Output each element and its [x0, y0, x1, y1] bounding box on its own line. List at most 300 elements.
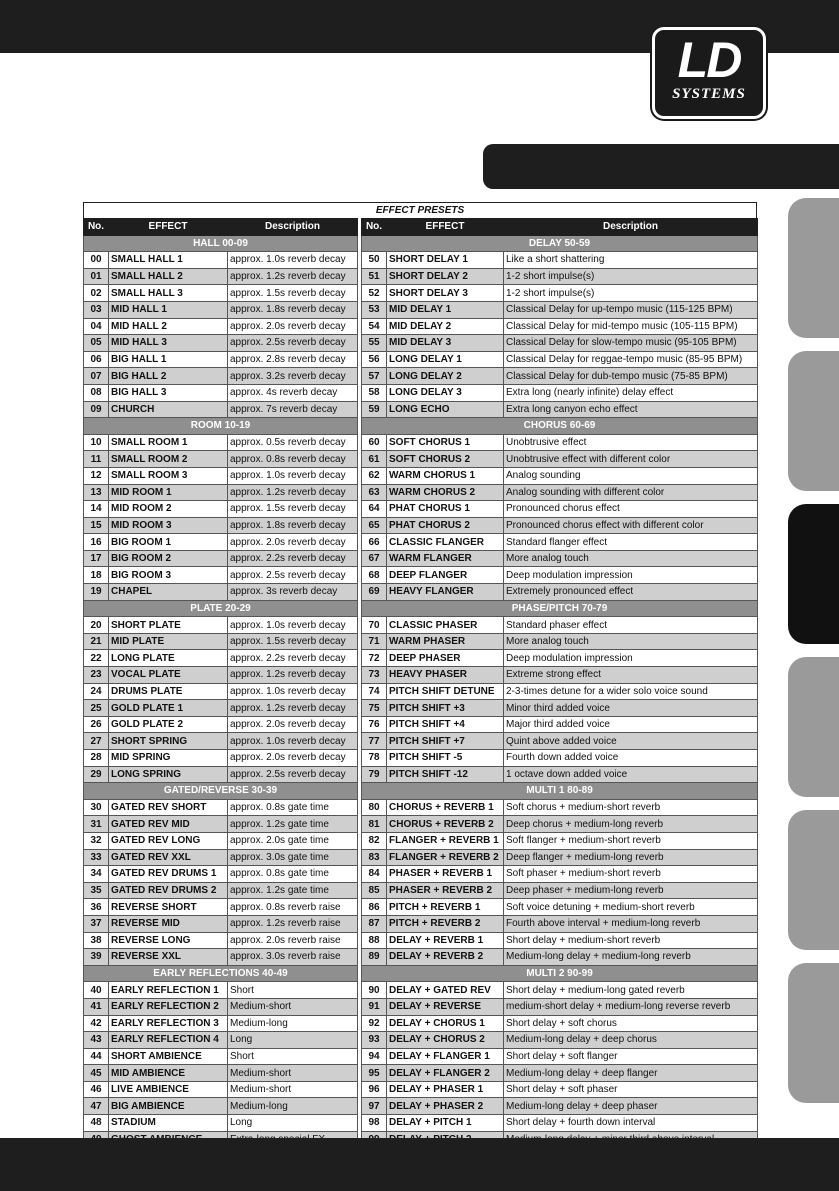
preset-effect: MID DELAY 3 [387, 335, 504, 352]
preset-effect: PHAT CHORUS 2 [387, 517, 504, 534]
preset-description: approx. 1.8s reverb decay [228, 301, 358, 318]
table-row [362, 650, 758, 667]
table-row [362, 617, 758, 634]
preset-description: Analog sounding with different color [504, 484, 758, 501]
table-row [84, 1032, 358, 1049]
preset-number: 84 [362, 866, 387, 883]
preset-number: 92 [362, 1015, 387, 1032]
section-header-row [84, 965, 358, 982]
preset-description: Deep chorus + medium-long reverb [504, 816, 758, 833]
section-header: EARLY REFLECTIONS 40-49 [84, 965, 358, 982]
preset-effect: SHORT SPRING [109, 733, 228, 750]
preset-effect: EARLY REFLECTION 1 [109, 982, 228, 999]
preset-description: approx. 3.2s reverb decay [228, 368, 358, 385]
section-header-row [84, 418, 358, 435]
preset-effect: GATED REV XXL [109, 849, 228, 866]
table-row [362, 517, 758, 534]
preset-number: 26 [84, 716, 109, 733]
preset-description: Short delay + medium-short reverb [504, 932, 758, 949]
side-tab-6[interactable] [788, 963, 839, 1103]
preset-effect: DRUMS PLATE [109, 683, 228, 700]
preset-description: More analog touch [504, 550, 758, 567]
preset-description: Short delay + soft chorus [504, 1015, 758, 1032]
preset-description: approx. 2.5s reverb decay [228, 766, 358, 783]
preset-description: Medium-short [228, 1065, 358, 1082]
table-row [84, 716, 358, 733]
preset-number: 40 [84, 982, 109, 999]
table-row [362, 1081, 758, 1098]
right-column [361, 218, 757, 1148]
preset-number: 36 [84, 899, 109, 916]
table-title: EFFECT PRESETS [83, 202, 757, 218]
preset-description: approx. 2.2s reverb decay [228, 650, 358, 667]
preset-description: approx. 1.0s reverb decay [228, 617, 358, 634]
preset-effect: BIG AMBIENCE [109, 1098, 228, 1115]
effect-presets-table [83, 202, 757, 1148]
table-row [362, 285, 758, 302]
table-row [362, 766, 758, 783]
preset-description: Medium-short [228, 998, 358, 1015]
preset-number: 24 [84, 683, 109, 700]
section-header: PLATE 20-29 [84, 600, 358, 617]
preset-effect: PHASER + REVERB 1 [387, 866, 504, 883]
section-header-row [362, 600, 758, 617]
section-header: GATED/REVERSE 30-39 [84, 783, 358, 800]
preset-number: 03 [84, 301, 109, 318]
preset-number: 10 [84, 434, 109, 451]
preset-number: 25 [84, 700, 109, 717]
table-row [84, 534, 358, 551]
preset-effect: DELAY + CHORUS 1 [387, 1015, 504, 1032]
preset-effect: CHAPEL [109, 584, 228, 601]
table-row [362, 700, 758, 717]
preset-number: 61 [362, 451, 387, 468]
preset-effect: PITCH SHIFT +3 [387, 700, 504, 717]
preset-number: 64 [362, 501, 387, 518]
table-row [362, 451, 758, 468]
preset-effect: SOFT CHORUS 1 [387, 434, 504, 451]
preset-description: Medium-long delay + medium-long reverb [504, 949, 758, 966]
preset-description: 2-3-times detune for a wider solo voice sound [504, 683, 758, 700]
preset-description: Fourth above interval + medium-long reverb [504, 915, 758, 932]
preset-description: 1-2 short impulse(s) [504, 285, 758, 302]
preset-number: 90 [362, 982, 387, 999]
preset-description: Classical Delay for dub-tempo music (75-85 BPM) [504, 368, 758, 385]
preset-number: 89 [362, 949, 387, 966]
preset-number: 57 [362, 368, 387, 385]
table-row [362, 567, 758, 584]
table-row [362, 252, 758, 269]
table-row [362, 550, 758, 567]
left-table-body [84, 235, 358, 1148]
preset-effect: PITCH + REVERB 2 [387, 915, 504, 932]
preset-number: 65 [362, 517, 387, 534]
table-row [362, 501, 758, 518]
table-row [84, 285, 358, 302]
preset-description: approx. 2.8s reverb decay [228, 351, 358, 368]
preset-effect: BIG ROOM 2 [109, 550, 228, 567]
preset-number: 87 [362, 915, 387, 932]
preset-number: 32 [84, 832, 109, 849]
preset-number: 66 [362, 534, 387, 551]
preset-effect: BIG ROOM 3 [109, 567, 228, 584]
preset-description: approx. 4s reverb decay [228, 384, 358, 401]
preset-number: 95 [362, 1065, 387, 1082]
preset-number: 77 [362, 733, 387, 750]
preset-number: 83 [362, 849, 387, 866]
preset-description: Classical Delay for mid-tempo music (105-115 BPM) [504, 318, 758, 335]
table-row [84, 998, 358, 1015]
preset-effect: DELAY + GATED REV [387, 982, 504, 999]
table-row [84, 451, 358, 468]
preset-effect: PITCH SHIFT -5 [387, 750, 504, 767]
preset-description: Short delay + medium-long gated reverb [504, 982, 758, 999]
table-row [362, 368, 758, 385]
preset-description: Unobtrusive effect [504, 434, 758, 451]
table-row [362, 716, 758, 733]
preset-description: approx. 1.2s reverb decay [228, 667, 358, 684]
preset-effect: PITCH SHIFT DETUNE [387, 683, 504, 700]
preset-description: Standard phaser effect [504, 617, 758, 634]
table-row [84, 849, 358, 866]
preset-number: 73 [362, 667, 387, 684]
table-row [362, 633, 758, 650]
preset-number: 55 [362, 335, 387, 352]
table-row [362, 1015, 758, 1032]
preset-number: 91 [362, 998, 387, 1015]
table-row [84, 467, 358, 484]
left-column [83, 218, 357, 1148]
preset-number: 48 [84, 1115, 109, 1132]
preset-effect: MID HALL 2 [109, 318, 228, 335]
preset-number: 42 [84, 1015, 109, 1032]
preset-effect: MID HALL 1 [109, 301, 228, 318]
table-row [84, 949, 358, 966]
preset-effect: GATED REV MID [109, 816, 228, 833]
preset-number: 07 [84, 368, 109, 385]
preset-number: 68 [362, 567, 387, 584]
section-header: HALL 00-09 [84, 235, 358, 252]
preset-effect: WARM FLANGER [387, 550, 504, 567]
preset-description: Major third added voice [504, 716, 758, 733]
preset-number: 13 [84, 484, 109, 501]
preset-effect: DELAY + PHASER 1 [387, 1081, 504, 1098]
section-header: PHASE/PITCH 70-79 [362, 600, 758, 617]
preset-description: Deep phaser + medium-long reverb [504, 882, 758, 899]
preset-description: approx. 2.0s reverb raise [228, 932, 358, 949]
preset-effect: HEAVY PHASER [387, 667, 504, 684]
preset-effect: DEEP FLANGER [387, 567, 504, 584]
preset-effect: HEAVY FLANGER [387, 584, 504, 601]
preset-effect: EARLY REFLECTION 4 [109, 1032, 228, 1049]
preset-description: Extra long (nearly infinite) delay effect [504, 384, 758, 401]
preset-description: Medium-long delay + deep flanger [504, 1065, 758, 1082]
preset-effect: CLASSIC FLANGER [387, 534, 504, 551]
table-row [362, 750, 758, 767]
table-row [84, 517, 358, 534]
preset-description: Short [228, 1048, 358, 1065]
preset-number: 02 [84, 285, 109, 302]
preset-effect: LONG PLATE [109, 650, 228, 667]
preset-description: Classical Delay for reggae-tempo music (85-95 BPM) [504, 351, 758, 368]
preset-effect: WARM PHASER [387, 633, 504, 650]
preset-description: 1 octave down added voice [504, 766, 758, 783]
preset-effect: PITCH SHIFT +7 [387, 733, 504, 750]
preset-description: Medium-long [228, 1098, 358, 1115]
table-row [84, 401, 358, 418]
ld-systems-logo [652, 27, 766, 119]
preset-description: approx. 1.0s reverb decay [228, 733, 358, 750]
preset-number: 16 [84, 534, 109, 551]
table-row [84, 301, 358, 318]
preset-number: 62 [362, 467, 387, 484]
table-row [362, 467, 758, 484]
table-row [362, 982, 758, 999]
preset-number: 30 [84, 799, 109, 816]
right-table-body [362, 235, 758, 1148]
preset-effect: GATED REV SHORT [109, 799, 228, 816]
preset-description: Medium-long delay + deep phaser [504, 1098, 758, 1115]
preset-number: 52 [362, 285, 387, 302]
preset-description: More analog touch [504, 633, 758, 650]
preset-description: Minor third added voice [504, 700, 758, 717]
preset-number: 78 [362, 750, 387, 767]
section-header-row [84, 600, 358, 617]
table-row [362, 268, 758, 285]
section-header: CHORUS 60-69 [362, 418, 758, 435]
table-row [362, 1032, 758, 1049]
preset-description: Soft phaser + medium-short reverb [504, 866, 758, 883]
logo-sub-text: SYSTEMS [672, 86, 746, 102]
preset-effect: CHORUS + REVERB 2 [387, 816, 504, 833]
preset-number: 43 [84, 1032, 109, 1049]
table-row [362, 816, 758, 833]
preset-description: Soft voice detuning + medium-short reverb [504, 899, 758, 916]
preset-effect: WARM CHORUS 2 [387, 484, 504, 501]
table-row [84, 484, 358, 501]
preset-description: Extremely pronounced effect [504, 584, 758, 601]
table-row [84, 1015, 358, 1032]
bottom-bar [0, 1138, 839, 1191]
table-row [84, 617, 358, 634]
table-row [84, 584, 358, 601]
table-row [362, 998, 758, 1015]
preset-effect: GOLD PLATE 1 [109, 700, 228, 717]
preset-description: approx. 1.0s reverb decay [228, 683, 358, 700]
table-row [362, 1098, 758, 1115]
preset-effect: GATED REV LONG [109, 832, 228, 849]
table-row [84, 501, 358, 518]
preset-number: 85 [362, 882, 387, 899]
preset-description: Short delay + fourth down interval [504, 1115, 758, 1132]
preset-description: Extra long canyon echo effect [504, 401, 758, 418]
preset-number: 79 [362, 766, 387, 783]
preset-number: 50 [362, 252, 387, 269]
preset-effect: PITCH SHIFT +4 [387, 716, 504, 733]
section-header-row [84, 783, 358, 800]
preset-effect: MID DELAY 1 [387, 301, 504, 318]
preset-description: Medium-short [228, 1081, 358, 1098]
logo-main-text: LD [677, 32, 741, 88]
preset-description: Pronounced chorus effect [504, 501, 758, 518]
preset-description: Short delay + soft flanger [504, 1048, 758, 1065]
preset-effect: MID SPRING [109, 750, 228, 767]
preset-number: 05 [84, 335, 109, 352]
preset-effect: SHORT AMBIENCE [109, 1048, 228, 1065]
header-effect: EFFECT [109, 219, 228, 236]
preset-number: 15 [84, 517, 109, 534]
preset-effect: VOCAL PLATE [109, 667, 228, 684]
table-row [84, 899, 358, 916]
preset-effect: GATED REV DRUMS 1 [109, 866, 228, 883]
table-row [84, 1098, 358, 1115]
preset-effect: MID ROOM 3 [109, 517, 228, 534]
preset-number: 75 [362, 700, 387, 717]
preset-number: 17 [84, 550, 109, 567]
preset-number: 21 [84, 633, 109, 650]
preset-number: 98 [362, 1115, 387, 1132]
preset-effect: MID ROOM 2 [109, 501, 228, 518]
preset-number: 82 [362, 832, 387, 849]
table-row [362, 949, 758, 966]
preset-effect: CHURCH [109, 401, 228, 418]
preset-number: 08 [84, 384, 109, 401]
side-tab-1[interactable] [788, 198, 839, 338]
preset-number: 56 [362, 351, 387, 368]
table-row [362, 1048, 758, 1065]
preset-effect: BIG HALL 1 [109, 351, 228, 368]
preset-number: 96 [362, 1081, 387, 1098]
preset-description: Soft flanger + medium-short reverb [504, 832, 758, 849]
table-row [362, 1115, 758, 1132]
preset-description: approx. 2.0s reverb decay [228, 318, 358, 335]
table-row [84, 633, 358, 650]
preset-effect: SMALL HALL 2 [109, 268, 228, 285]
preset-number: 54 [362, 318, 387, 335]
preset-effect: LIVE AMBIENCE [109, 1081, 228, 1098]
preset-number: 72 [362, 650, 387, 667]
table-row [84, 982, 358, 999]
preset-effect: GOLD PLATE 2 [109, 716, 228, 733]
preset-effect: WARM CHORUS 1 [387, 467, 504, 484]
table-row [362, 584, 758, 601]
header-no: No. [362, 219, 387, 236]
preset-number: 97 [362, 1098, 387, 1115]
table-row [84, 1081, 358, 1098]
table-row [362, 384, 758, 401]
table-row [84, 1065, 358, 1082]
preset-description: Short [228, 982, 358, 999]
preset-number: 69 [362, 584, 387, 601]
preset-number: 53 [362, 301, 387, 318]
preset-description: approx. 1.2s reverb decay [228, 700, 358, 717]
preset-description: Standard flanger effect [504, 534, 758, 551]
table-row [84, 567, 358, 584]
preset-effect: EARLY REFLECTION 2 [109, 998, 228, 1015]
preset-effect: PHAT CHORUS 1 [387, 501, 504, 518]
preset-effect: BIG HALL 3 [109, 384, 228, 401]
preset-description: Short delay + soft phaser [504, 1081, 758, 1098]
table-row [362, 1065, 758, 1082]
preset-number: 18 [84, 567, 109, 584]
preset-effect: REVERSE MID [109, 915, 228, 932]
preset-description: approx. 1.0s reverb decay [228, 467, 358, 484]
preset-description: Quint above added voice [504, 733, 758, 750]
side-tab-4[interactable] [788, 657, 839, 797]
preset-description: 1-2 short impulse(s) [504, 268, 758, 285]
preset-description: approx. 1.8s reverb decay [228, 517, 358, 534]
preset-number: 12 [84, 467, 109, 484]
preset-description: approx. 3.0s reverb raise [228, 949, 358, 966]
preset-effect: MID HALL 3 [109, 335, 228, 352]
preset-effect: MID DELAY 2 [387, 318, 504, 335]
preset-description: Deep modulation impression [504, 650, 758, 667]
table-row [362, 799, 758, 816]
preset-number: 31 [84, 816, 109, 833]
preset-description: Pronounced chorus effect with different color [504, 517, 758, 534]
preset-number: 28 [84, 750, 109, 767]
table-row [84, 268, 358, 285]
preset-number: 14 [84, 501, 109, 518]
preset-description: approx. 2.0s reverb decay [228, 750, 358, 767]
preset-effect: SMALL HALL 1 [109, 252, 228, 269]
preset-number: 93 [362, 1032, 387, 1049]
preset-number: 38 [84, 932, 109, 949]
preset-description: approx. 0.8s gate time [228, 866, 358, 883]
side-tab-3-active[interactable] [788, 504, 839, 644]
side-tab-2[interactable] [788, 351, 839, 491]
preset-description: approx. 1.5s reverb decay [228, 633, 358, 650]
table-row [362, 932, 758, 949]
preset-description: Long [228, 1032, 358, 1049]
table-row [84, 1048, 358, 1065]
table-row [362, 832, 758, 849]
preset-effect: LONG DELAY 1 [387, 351, 504, 368]
section-header-row [362, 418, 758, 435]
preset-effect: CHORUS + REVERB 1 [387, 799, 504, 816]
preset-number: 70 [362, 617, 387, 634]
preset-number: 09 [84, 401, 109, 418]
preset-description: Analog sounding [504, 467, 758, 484]
preset-number: 51 [362, 268, 387, 285]
table-row [84, 252, 358, 269]
table-row [84, 866, 358, 883]
preset-description: Classical Delay for slow-tempo music (95-105 BPM) [504, 335, 758, 352]
table-row [362, 534, 758, 551]
preset-effect: CLASSIC PHASER [387, 617, 504, 634]
side-tab-5[interactable] [788, 810, 839, 950]
preset-number: 74 [362, 683, 387, 700]
preset-description: approx. 2.5s reverb decay [228, 567, 358, 584]
preset-number: 00 [84, 252, 109, 269]
preset-description: Extreme strong effect [504, 667, 758, 684]
table-row [84, 351, 358, 368]
preset-effect: DELAY + CHORUS 2 [387, 1032, 504, 1049]
preset-number: 46 [84, 1081, 109, 1098]
preset-effect: GATED REV DRUMS 2 [109, 882, 228, 899]
preset-effect: BIG HALL 2 [109, 368, 228, 385]
preset-number: 67 [362, 550, 387, 567]
table-row [84, 932, 358, 949]
preset-number: 20 [84, 617, 109, 634]
preset-number: 59 [362, 401, 387, 418]
table-row [84, 882, 358, 899]
section-header-row [362, 783, 758, 800]
preset-effect: LONG DELAY 2 [387, 368, 504, 385]
table-row [84, 683, 358, 700]
section-header: ROOM 10-19 [84, 418, 358, 435]
preset-effect: LONG SPRING [109, 766, 228, 783]
